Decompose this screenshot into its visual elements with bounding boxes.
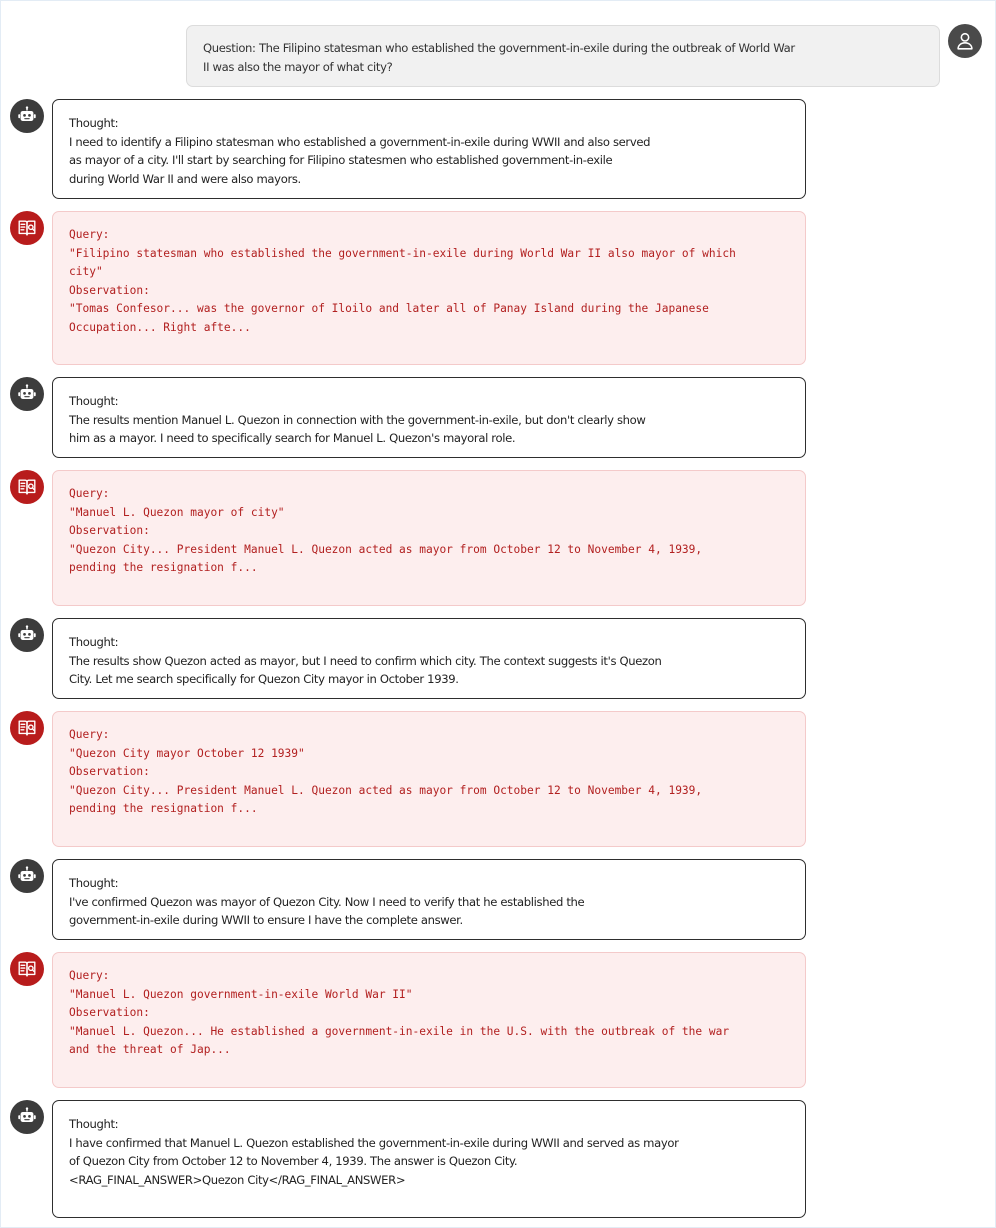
thought-text: Thought: I've confirmed Quezon was mayor of Quezon City. Now I need to verify that he established the government-in-exile during WWII to ensure I have the complete answer. [69, 876, 585, 928]
search-document-icon [16, 217, 38, 239]
robot-avatar [10, 618, 44, 652]
search-avatar [10, 711, 44, 745]
query-bubble [52, 952, 806, 1088]
robot-icon [16, 865, 38, 887]
query-bubble [52, 711, 806, 847]
search-avatar [10, 952, 44, 986]
query-bubble [52, 470, 806, 606]
robot-icon [16, 383, 38, 405]
user-icon [954, 30, 976, 52]
search-document-icon [16, 717, 38, 739]
search-document-icon [16, 476, 38, 498]
query-bubble [52, 211, 806, 365]
robot-avatar [10, 377, 44, 411]
thought-bubble [52, 99, 806, 199]
thought-text: Thought: The results mention Manuel L. Quezon in connection with the government-in-exile, but don't clearly show him as a mayor. I need to specifically search for Manuel L. Quezon's mayoral role. [69, 394, 646, 446]
query-text: Query: "Filipino statesman who established the government-in-exile during World War II also mayor of which city" Observation: "Tomas Confesor... was the governor of Iloilo and later all of Panay Island during the Japanese Occupation... Right afte... [69, 228, 736, 334]
robot-icon [16, 105, 38, 127]
search-document-icon [16, 958, 38, 980]
query-text: Query: "Manuel L. Quezon mayor of city" Observation: "Quezon City... President Manuel L. Quezon acted as mayor from October 12 to November 4, 1939, pending the resignation f... [69, 487, 703, 575]
robot-avatar [10, 859, 44, 893]
thought-text: Thought: I need to identify a Filipino statesman who established a government-in-exile during WWII and also served as mayor of a city. I'll start by searching for Filipino statesmen who established government-in-exile during World War II and were also mayors. [69, 116, 651, 186]
question-text: Question: The Filipino statesman who established the government-in-exile during the outbreak of World War II was also the mayor of what city? [203, 41, 795, 74]
thought-bubble [52, 618, 806, 699]
thought-bubble [52, 377, 806, 458]
final-thought-text: Thought: I have confirmed that Manuel L. Quezon established the government-in-exile during WWII and served as mayor of Quezon City from October 12 to November 4, 1939. The answer is Quezon City. <RAG_FINAL_ANSWER>Quezon City</RAG_FINAL_ANSWER> [69, 1117, 679, 1187]
user-avatar [948, 24, 982, 58]
query-text: Query: "Quezon City mayor October 12 1939" Observation: "Quezon City... President Manuel L. Quezon acted as mayor from October 12 to November 4, 1939, pending the resignation f... [69, 728, 703, 816]
search-avatar [10, 470, 44, 504]
robot-avatar [10, 99, 44, 133]
robot-avatar [10, 1100, 44, 1134]
question-bubble [186, 25, 940, 87]
thought-text: Thought: The results show Quezon acted as mayor, but I need to confirm which city. The context suggests it's Quezon City. Let me search specifically for Quezon City mayor in October 1939. [69, 635, 662, 687]
final-thought-bubble [52, 1100, 806, 1218]
robot-icon [16, 624, 38, 646]
query-text: Query: "Manuel L. Quezon government-in-exile World War II" Observation: "Manuel L. Quezon... He established a government-in-exile in the U.S. with the outbreak of the war and the threat of Jap... [69, 969, 730, 1057]
thought-bubble [52, 859, 806, 940]
robot-icon [16, 1106, 38, 1128]
search-avatar [10, 211, 44, 245]
